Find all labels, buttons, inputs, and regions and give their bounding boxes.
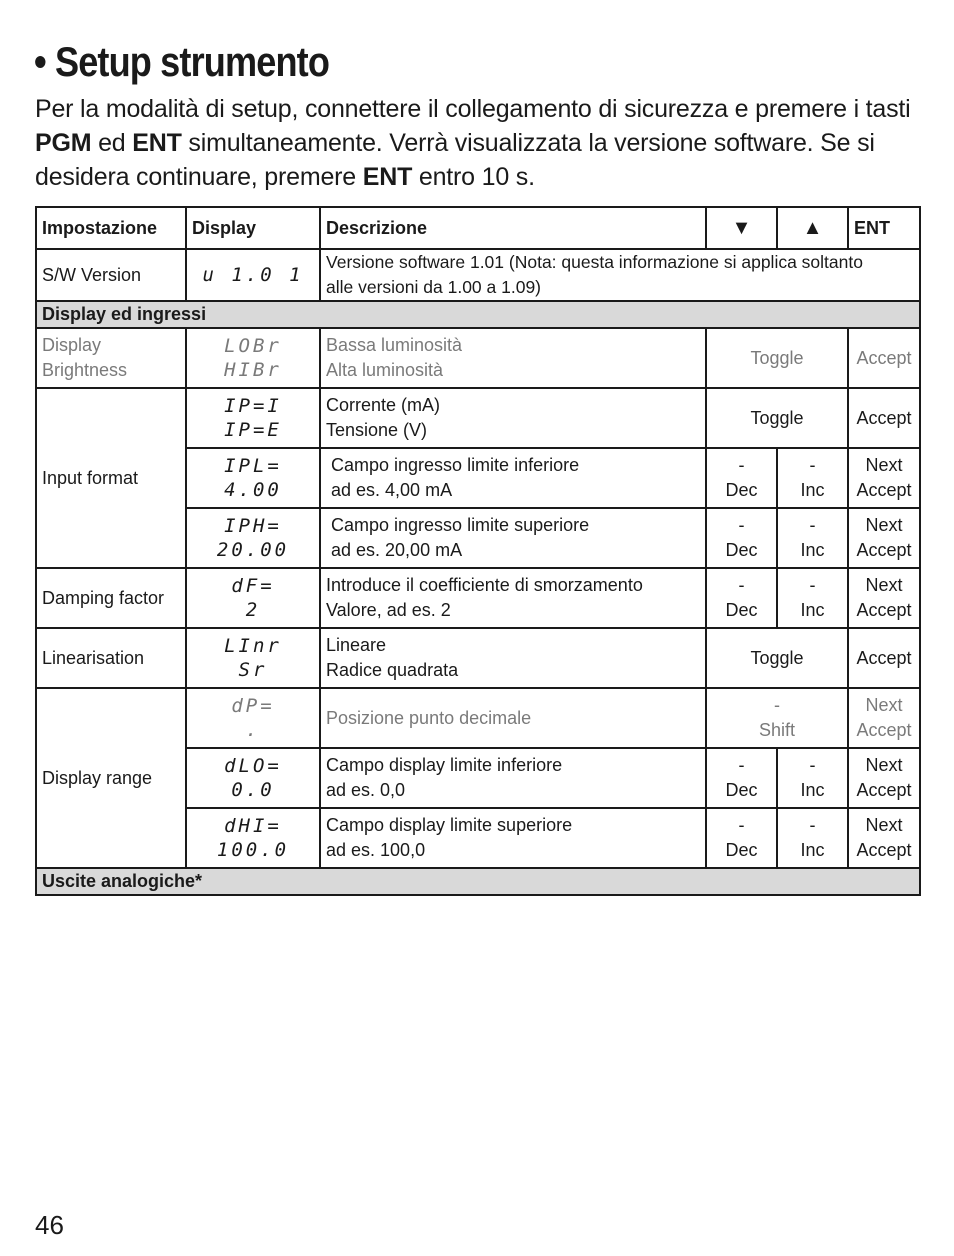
ent-key: ENT (132, 129, 182, 157)
description-dp: Posizione punto decimale (320, 688, 706, 748)
description-brightness: Bassa luminosità Alta luminosità (320, 328, 706, 388)
description-ip: Corrente (mA) Tensione (V) (320, 388, 706, 448)
ent-linearisation: Accept (848, 628, 920, 688)
down-damping: - Dec (706, 568, 777, 628)
description-damping: Introduce il coefficiente di smorzamento Valore, ad es. 2 (320, 568, 706, 628)
up-dlo: - Inc (777, 748, 848, 808)
ent-damping: Next Accept (848, 568, 920, 628)
description-iph: Campo ingresso limite superiore ad es. 20,00 mA (320, 508, 706, 568)
table-row-sw-version (36, 249, 920, 301)
display-ip: IP=I IP=E (186, 388, 320, 448)
description-linearisation: Lineare Radice quadrata (320, 628, 706, 688)
description-dlo: Campo display limite inferiore ad es. 0,0 (320, 748, 706, 808)
setup-table (35, 206, 921, 896)
display-ipl: IPL= 4.00 (186, 448, 320, 508)
up-arrow-icon: ▲ (777, 207, 848, 249)
intro-paragraph: Per la modalità di setup, connettere il collegamento di sicurezza e premere i tasti PGM ed ENT simultaneamente. Verrà visualizzata la versione software. Se si desidera continuare, premere ENT entro 10 s. (35, 95, 911, 191)
header-setting: Impostazione (36, 207, 186, 249)
ent-ip: Accept (848, 388, 920, 448)
section-analog-outputs: Uscite analogiche* (36, 868, 920, 895)
up-ipl: - Inc (777, 448, 848, 508)
ent-ipl: Next Accept (848, 448, 920, 508)
ent-brightness: Accept (848, 328, 920, 388)
section-display-inputs: Display ed ingressi (36, 301, 920, 328)
action-ip: Toggle (706, 388, 848, 448)
down-dlo: - Dec (706, 748, 777, 808)
pgm-key: PGM (35, 129, 92, 157)
ent-dhi: Next Accept (848, 808, 920, 868)
description-sw-version: Versione software 1.01 (Nota: questa informazione si applica soltanto alle versioni da 1.00 a 1.09) (320, 249, 920, 301)
table-row-brightness (36, 328, 920, 388)
down-dhi: - Dec (706, 808, 777, 868)
display-brightness: LOBr HIBr (186, 328, 320, 388)
down-ipl: - Dec (706, 448, 777, 508)
up-dhi: - Inc (777, 808, 848, 868)
up-iph: - Inc (777, 508, 848, 568)
setting-input-format: Input format (36, 388, 186, 568)
ent-iph: Next Accept (848, 508, 920, 568)
action-linearisation: Toggle (706, 628, 848, 688)
display-dlo: dLO= 0.0 (186, 748, 320, 808)
ent-dlo: Next Accept (848, 748, 920, 808)
table-header-row (36, 207, 920, 249)
display-iph: IPH= 20.00 (186, 508, 320, 568)
header-description: Descrizione (320, 207, 706, 249)
table-row-linearisation (36, 628, 920, 688)
display-sw-version: u 1.0 1 (186, 249, 320, 301)
display-linearisation: LInr Sr (186, 628, 320, 688)
display-dp: dP= . (186, 688, 320, 748)
setting-sw-version: S/W Version (36, 249, 186, 301)
up-damping: - Inc (777, 568, 848, 628)
header-display: Display (186, 207, 320, 249)
page-number: 46 (35, 1210, 64, 1240)
action-dp: - Shift (706, 688, 848, 748)
table-row-damping (36, 568, 920, 628)
display-damping: dF= 2 (186, 568, 320, 628)
setting-brightness: Display Brightness (36, 328, 186, 388)
action-brightness: Toggle (706, 328, 848, 388)
ent-key-2: ENT (362, 163, 413, 191)
down-arrow-icon: ▼ (706, 207, 777, 249)
display-dhi: dHI= 100.0 (186, 808, 320, 868)
description-dhi: Campo display limite superiore ad es. 100,0 (320, 808, 706, 868)
setting-display-range: Display range (36, 688, 186, 868)
description-ipl: Campo ingresso limite inferiore ad es. 4,00 mA (320, 448, 706, 508)
setting-linearisation: Linearisation (36, 628, 186, 688)
table-row-ip (36, 388, 920, 448)
setting-damping: Damping factor (36, 568, 186, 628)
table-row-dp (36, 688, 920, 748)
header-ent: ENT (848, 207, 920, 249)
down-iph: - Dec (706, 508, 777, 568)
page-title: • Setup strumento (34, 38, 330, 85)
ent-dp: Next Accept (848, 688, 920, 748)
